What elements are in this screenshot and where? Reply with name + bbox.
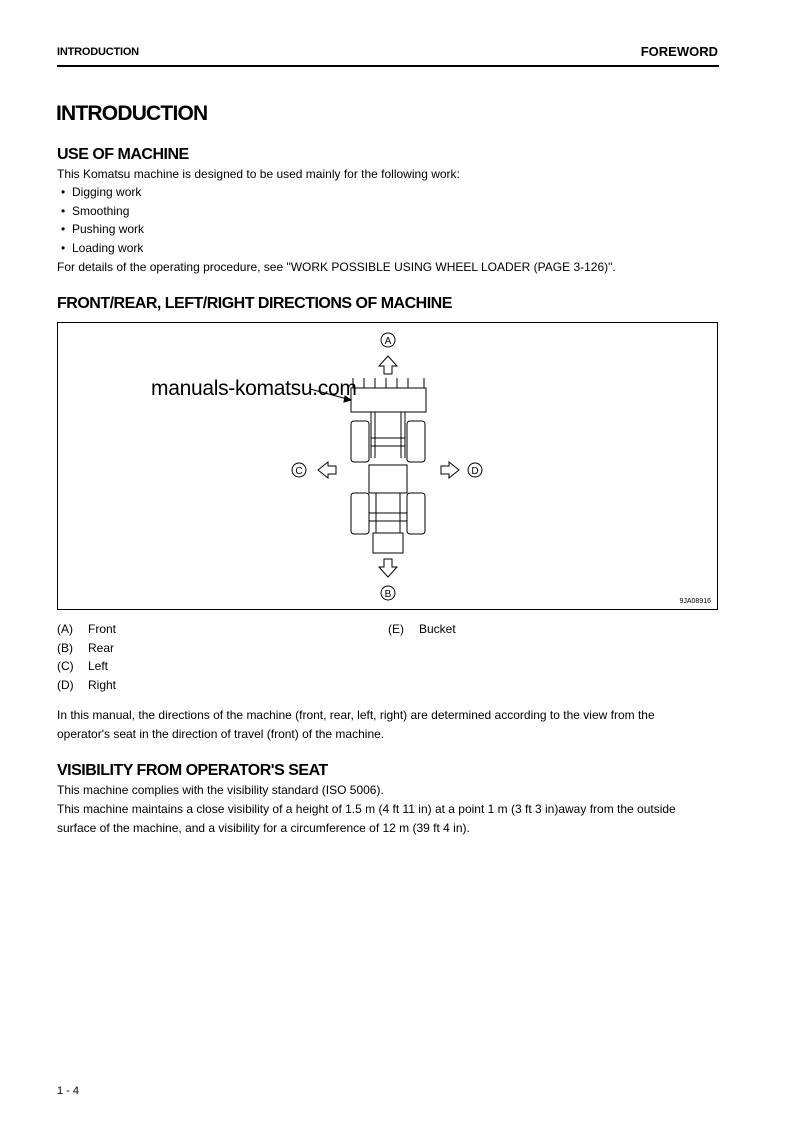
directions-paragraph-line-2: operator's seat in the direction of travel (front) of the machine. [57,727,385,741]
list-item: • Loading work [61,239,144,258]
watermark-text: manuals-komatsu.com [151,377,357,400]
mark-letter-c: C [295,466,303,477]
list-item: • Smoothing [61,202,144,221]
operating-procedure-reference: For details of the operating procedure, see "WORK POSSIBLE USING WHEEL LOADER (PAGE 3-126)". [57,260,616,274]
visibility-line-1: This machine complies with the visibility standard (ISO 5006). [57,783,384,797]
machine-directions-figure [57,322,718,610]
legend-item: (C) Left [57,659,109,674]
machine-top-view-diagram [58,323,719,611]
arrow-left-icon [318,462,336,478]
visibility-line-3: surface of the machine, and a visibility for a circumference of 12 m (39 ft 4 in). [57,821,470,835]
arrow-right-icon [441,462,459,478]
mark-letter-a: A [384,336,392,347]
directions-heading: FRONT/REAR, LEFT/RIGHT DIRECTIONS OF MACHINE [57,295,452,312]
rear-left-tire [351,493,369,534]
legend-item: (B) Rear [57,640,115,655]
front-right-tire [407,421,425,462]
bucket-shape [351,388,426,412]
use-of-machine-heading: USE OF MACHINE [57,146,189,163]
list-item: • Pushing work [61,220,144,239]
header-rule [57,65,719,67]
legend-right-column [388,620,456,639]
center-frame [369,465,407,493]
legend-item: (D) Right [57,678,117,693]
figure-id: 9JA08916 [679,598,711,605]
header-section-label: INTRODUCTION [57,46,139,58]
use-intro-text: This Komatsu machine is designed to be used mainly for the following work: [57,167,460,181]
rear-right-tire [407,493,425,534]
front-left-tire [351,421,369,462]
legend-item: (A) Front [57,622,117,636]
directions-paragraph-line-1: In this manual, the directions of the machine (front, rear, left, right) are determined according to the view from the [57,708,655,722]
header-chapter-label: FOREWORD [640,44,718,59]
mark-letter-d: D [471,466,479,477]
arrow-up-icon [379,356,397,374]
list-item: • Digging work [61,183,144,202]
mark-letter-b: B [384,589,392,600]
arrow-down-icon [379,559,397,577]
page-title: INTRODUCTION [56,102,208,125]
legend-item: (E) Bucket [388,622,456,636]
counterweight [373,533,403,553]
visibility-line-2: This machine maintains a close visibility of a height of 1.5 m (4 ft 11 in) at a point 1 m (3 ft 3 in)away from the outside [57,802,676,816]
page-number: 1 - 4 [57,1085,80,1097]
legend-left-column [57,620,116,695]
visibility-heading: VISIBILITY FROM OPERATOR'S SEAT [57,762,328,779]
work-list [61,183,144,258]
